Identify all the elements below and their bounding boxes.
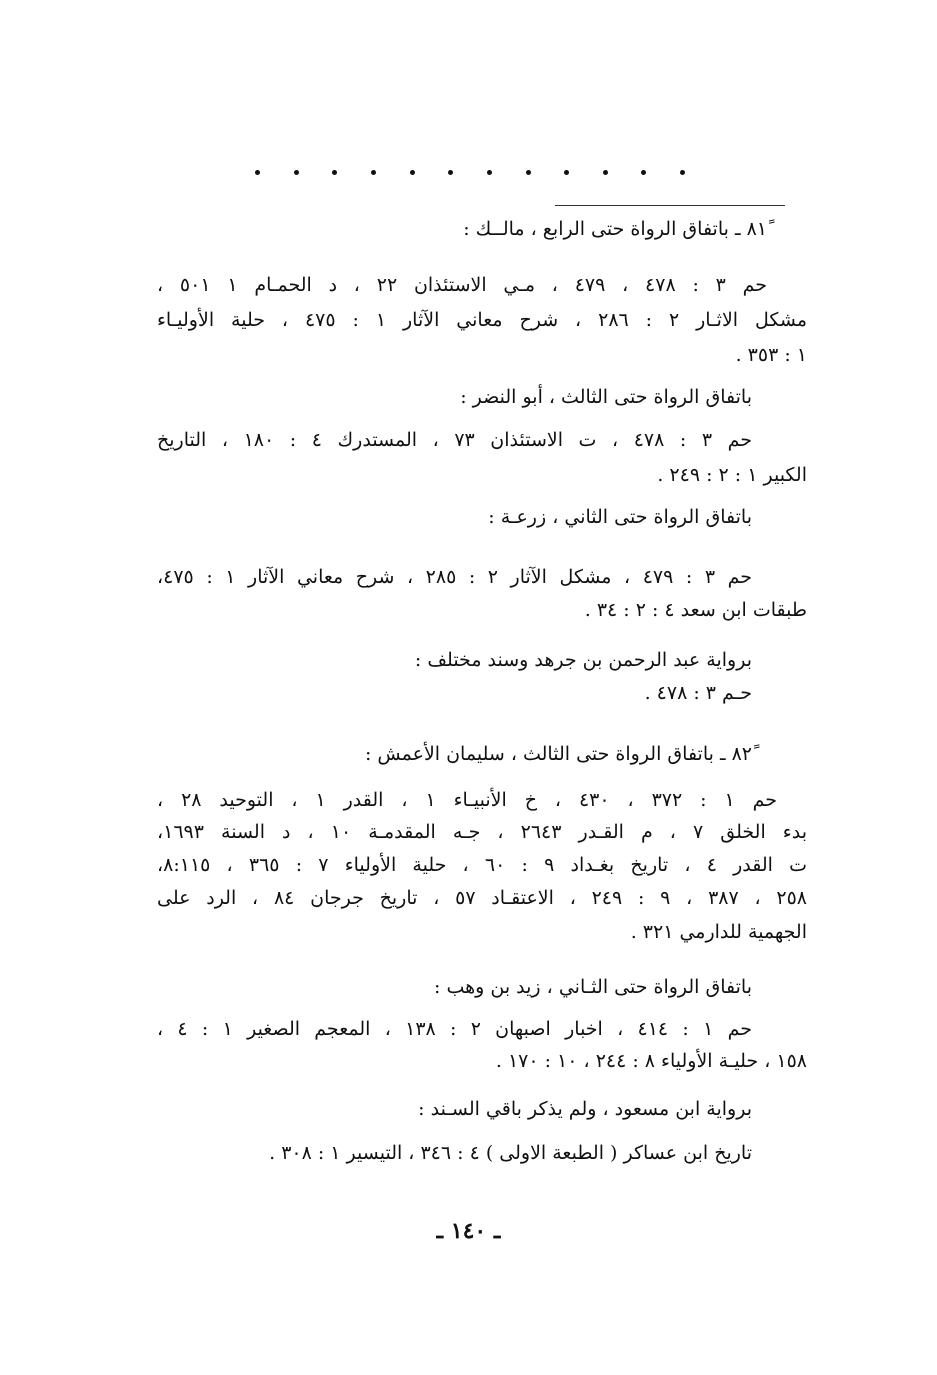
dot bbox=[680, 170, 685, 175]
heading-81: ٨١ً ـ باتفاق الرواة حتى الرابع ، مالــك : bbox=[463, 218, 767, 240]
text-line: ١٥٨ ، حليـة الأولياء ٨ : ٢٤٤ ، ١٠ : ١٧٠ . bbox=[495, 1050, 807, 1072]
dot bbox=[526, 170, 531, 175]
dot bbox=[487, 170, 492, 175]
top-rule bbox=[555, 205, 785, 206]
subheading: برواية ابن مسعود ، ولم يذكر باقي السـند : bbox=[418, 1098, 752, 1120]
text-line: ١ : ٣٥٣ . bbox=[735, 344, 807, 366]
subheading: برواية عبد الرحمن بن جرهد وسند مختلف : bbox=[414, 649, 752, 671]
subheading: باتفاق الرواة حتى الثالث ، أبو النضر : bbox=[460, 386, 752, 408]
page-number: ـ ١٤٠ ـ bbox=[436, 1218, 501, 1244]
text-line: ٢٥٨ ، ٣٨٧ ، ٩ : ٢٤٩ ، الاعتقـاد ٥٧ ، تاريخ جرجان ٨٤ ، الرد على bbox=[157, 887, 808, 909]
text-line: حم ١ : ٤١٤ ، اخبار اصبهان ٢ : ١٣٨ ، المعجم الصغير ١ : ٤ ، bbox=[157, 1018, 752, 1040]
text-line: طبقات ابن سعد ٤ : ٢ : ٣٤ . bbox=[584, 599, 807, 621]
text-line: تاريخ ابن عساكر ( الطبعة الاولى ) ٤ : ٣٤٦ ، التيسير ١ : ٣٠٨ . bbox=[269, 1142, 752, 1164]
ornament-dots bbox=[255, 170, 685, 175]
text-line: ت القدر ٤ ، تاريخ بغـداد ٩ : ٦٠ ، حلية الأولياء ٧ : ٣٦٥ ، ٨:١١٥، bbox=[157, 854, 808, 876]
text-line: الكبير ١ : ٢ : ٢٤٩ . bbox=[657, 464, 807, 486]
dot bbox=[564, 170, 569, 175]
text-line: حـم ٣ : ٤٧٨ . bbox=[644, 682, 752, 704]
dot bbox=[448, 170, 453, 175]
dot bbox=[332, 170, 337, 175]
heading-82: ٨٢ً ـ باتفاق الرواة حتى الثالث ، سليمان الأعمش : bbox=[364, 743, 752, 765]
dot bbox=[641, 170, 646, 175]
subheading: باتفاق الرواة حتى الثـاني ، زيد بن وهب : bbox=[434, 976, 752, 998]
text-line: حم ٣ : ٤٧٩ ، مشكل الآثار ٢ : ٢٨٥ ، شرح معاني الآثار ١ : ٤٧٥، bbox=[157, 566, 752, 588]
dot bbox=[294, 170, 299, 175]
text-line: حم ٣ : ٤٧٨ ، ت الاستئذان ٧٣ ، المستدرك ٤ : ١٨٠ ، التاريخ bbox=[157, 429, 753, 451]
text-line: حم ٣ : ٤٧٨ ، ٤٧٩ ، مـي الاستئذان ٢٢ ، د الحمـام ١ ٥٠١ ، bbox=[157, 274, 768, 296]
dot bbox=[410, 170, 415, 175]
subheading: باتفاق الرواة حتى الثاني ، زرعـة : bbox=[488, 506, 752, 528]
text-line: حم ١ : ٣٧٢ ، ٤٣٠ ، خ الأنبيـاء ١ ، القدر ١ ، التوحيد ٢٨ ، bbox=[157, 789, 778, 811]
dot bbox=[603, 170, 608, 175]
text-line: مشكل الاثـار ٢ : ٢٨٦ ، شرح معاني الآثار ١ : ٤٧٥ ، حلية الأوليـاء bbox=[157, 309, 807, 331]
dot bbox=[371, 170, 376, 175]
dot bbox=[255, 170, 260, 175]
text-line: بدء الخلق ٧ ، م القـدر ٢٦٤٣ ، جـه المقدمـة ١٠ ، د السنة ١٦٩٣، bbox=[157, 821, 808, 843]
text-line: الجهمية للدارمي ٣٢١ . bbox=[630, 921, 807, 943]
